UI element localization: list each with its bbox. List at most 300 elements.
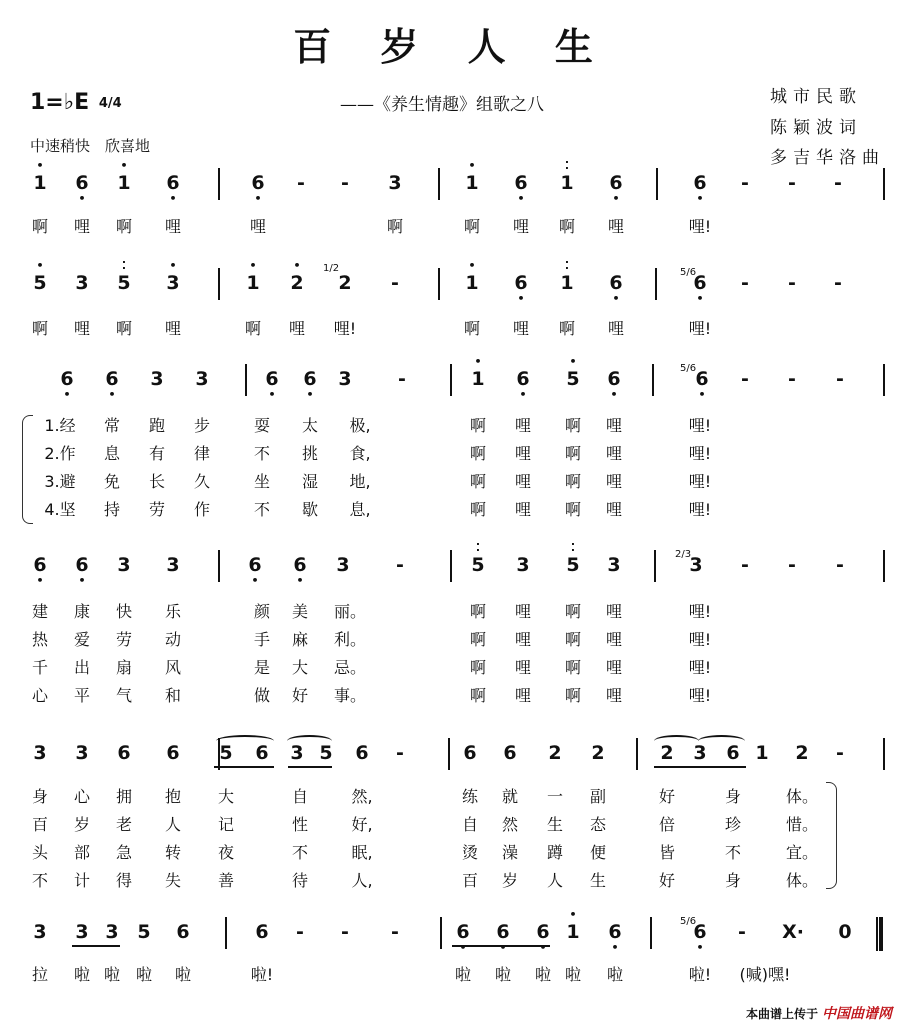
lyric-syllable: 1.经 (44, 416, 76, 435)
lyric-syllable: 好 (658, 871, 676, 890)
barline (438, 168, 440, 200)
lyric-syllable: 有 (148, 444, 166, 463)
barline (883, 738, 885, 770)
note: 3 (33, 921, 47, 943)
lyric-syllable: 啊 (469, 686, 487, 705)
beam-underline (214, 766, 274, 768)
lyric-syllable: 身 (724, 871, 742, 890)
lyric-syllable: 不 (31, 871, 49, 890)
lyric-syllable: 啊 (564, 686, 582, 705)
lyric-syllable: 哩 (514, 416, 532, 435)
lyric-syllable: 快 (115, 602, 133, 621)
lyric-syllable: 不 (724, 843, 742, 862)
lyric-syllable: 烫 (461, 843, 479, 862)
sustain-dash: - (741, 368, 749, 390)
lyric-syllable: 啦 (494, 965, 512, 984)
lyric-syllable: 倍 (658, 815, 676, 834)
lyric-syllable: 啦! (250, 965, 274, 984)
upload-credit: 本曲谱上传于 中国曲谱网 (745, 1006, 892, 1022)
sustain-dash: - (341, 921, 349, 943)
lyric-syllable: 练 (461, 787, 479, 806)
lyric-syllable: 爱 (73, 630, 91, 649)
note: 3 (338, 368, 352, 390)
lyric-syllable: 哩 (514, 602, 532, 621)
lyric-syllable: 4.坚 (44, 500, 76, 519)
sustain-dash: - (788, 554, 796, 576)
lyric-syllable: 哩 (514, 658, 532, 677)
lyric-syllable: 啊 (564, 416, 582, 435)
lyric-syllable: 然, (351, 787, 373, 806)
lyric-syllable: 劳 (115, 630, 133, 649)
lyric-syllable: 澡 (501, 843, 519, 862)
lyric-syllable: 啦 (73, 965, 91, 984)
lyric-syllable: 不 (253, 444, 271, 463)
note: 3 (516, 554, 530, 576)
lyric-syllable: 啊 (469, 500, 487, 519)
lyric-syllable: 美 (291, 602, 309, 621)
lyric-syllable: 哩 (605, 472, 623, 491)
note: 3 (75, 272, 89, 294)
note: 6 (117, 742, 131, 764)
lyric-syllable: 自 (461, 815, 479, 834)
grace-note: 5/6 (680, 916, 697, 927)
note: 3 (33, 742, 47, 764)
lyric-syllable: 啊 (564, 602, 582, 621)
barline (218, 168, 220, 200)
note: 2 (591, 742, 605, 764)
page-title: 百 岁 人 生 (293, 24, 611, 69)
note: 6 • (166, 172, 180, 205)
slur (216, 735, 274, 747)
lyric-syllable: 眠, (351, 843, 373, 862)
lyric-syllable: 跑 (148, 416, 166, 435)
note: 6 • (75, 172, 89, 205)
lyric-syllable: 扇 (115, 658, 133, 677)
lyric-syllable: 哩! (688, 472, 712, 491)
lyric-syllable: 一 (546, 787, 564, 806)
lyric-syllable: 哩! (688, 319, 712, 338)
lyric-syllable: 建 (31, 602, 49, 621)
lyric-syllable: 心 (73, 787, 91, 806)
lyric-syllable: 哩 (605, 602, 623, 621)
sustain-dash: - (836, 368, 844, 390)
lyric-syllable: 记 (217, 815, 235, 834)
lyric-syllable: 哩 (605, 630, 623, 649)
lyric-syllable: 免 (103, 472, 121, 491)
lyric-syllable: 哩! (688, 217, 712, 236)
lyric-syllable: 拉 (31, 965, 49, 984)
note: 6 • (695, 368, 709, 401)
lyric-syllable: 啊 (469, 630, 487, 649)
note: 6 • (293, 554, 307, 587)
barline (440, 917, 442, 949)
lyric-syllable: 得 (115, 871, 133, 890)
note: 6 • (607, 368, 621, 401)
lyric-syllable: 出 (73, 658, 91, 677)
lyric-syllable: 蹲 (546, 843, 564, 862)
lyric-syllable: 是 (253, 658, 271, 677)
lyric-syllable: 啊 (564, 500, 582, 519)
lyric-syllable: 哩! (688, 630, 712, 649)
sustain-dash: - (834, 172, 842, 194)
sustain-dash: - (396, 554, 404, 576)
lyric-syllable: 心 (31, 686, 49, 705)
lyric-syllable: 宜。 (785, 843, 819, 862)
barline (652, 364, 654, 396)
note: 6 • (105, 368, 119, 401)
lyric-syllable: 啊 (564, 630, 582, 649)
lyric-syllable: 律 (193, 444, 211, 463)
sustain-dash: - (741, 172, 749, 194)
sustain-dash: - (296, 921, 304, 943)
lyric-syllable: 千 (31, 658, 49, 677)
lyric-syllable: 哩 (607, 319, 625, 338)
lyric-syllable: 手 (253, 630, 271, 649)
lyric-syllable: 就 (501, 787, 519, 806)
sustain-dash: - (788, 272, 796, 294)
sustain-dash: - (834, 272, 842, 294)
lyric-syllable: 拥 (115, 787, 133, 806)
barline (218, 550, 220, 582)
note: 3 (150, 368, 164, 390)
note: 6 • (609, 272, 623, 305)
lyric-syllable: 哩! (688, 416, 712, 435)
lyric-syllable: 转 (164, 843, 182, 862)
lyric-syllable: 哩 (514, 444, 532, 463)
note: 6 (726, 742, 740, 764)
note: 6 • (496, 921, 510, 954)
sustain-dash: - (398, 368, 406, 390)
lyric-syllable: 热 (31, 630, 49, 649)
note: 6 • (693, 921, 707, 954)
lyric-syllable: 啊 (558, 319, 576, 338)
credit-music: 多吉华洛曲 (770, 148, 885, 168)
note: 3 (75, 921, 89, 943)
lyric-syllable: 哩 (249, 217, 267, 236)
lyric-syllable: 啦 (564, 965, 582, 984)
lyric-syllable: 哩 (607, 217, 625, 236)
barline (883, 168, 885, 200)
lyric-syllable: 啊 (469, 602, 487, 621)
note: 1 • (33, 159, 47, 194)
note: 6 • (514, 272, 528, 305)
lyric-syllable: 长 (148, 472, 166, 491)
lyric-syllable: 啊 (31, 217, 49, 236)
note: 2 (660, 742, 674, 764)
note: 5 ⁚ (566, 541, 580, 576)
note: 5 ⁚ (471, 541, 485, 576)
lyric-syllable: 息, (349, 500, 371, 519)
barline (883, 364, 885, 396)
lyric-syllable: 体。 (785, 871, 819, 890)
note: 6 (503, 742, 517, 764)
note: 1 • (465, 259, 479, 294)
note: 6 (176, 921, 190, 943)
lyric-syllable: 哩 (512, 319, 530, 338)
lyric-syllable: 平 (73, 686, 91, 705)
note: 5 • (566, 355, 580, 390)
lyric-syllable: 啊 (564, 472, 582, 491)
lyric-syllable: 好 (658, 787, 676, 806)
note: 1 • (465, 159, 479, 194)
note: 5 • (33, 259, 47, 294)
lyric-syllable: 体。 (785, 787, 819, 806)
lyric-syllable: 丽。 (333, 602, 367, 621)
lyric-syllable: 哩 (164, 319, 182, 338)
note: 2 (548, 742, 562, 764)
verse-brace-right (826, 782, 837, 889)
lyric-syllable: 哩 (512, 217, 530, 236)
lyric-syllable: 好 (291, 686, 309, 705)
note: 3 (105, 921, 119, 943)
lyric-syllable: 3.避 (44, 472, 76, 491)
lyric-syllable: 副 (589, 787, 607, 806)
barline (245, 364, 247, 396)
note: 6 (255, 921, 269, 943)
lyric-syllable: 啦 (174, 965, 192, 984)
lyric-syllable: 啦 (534, 965, 552, 984)
lyric-syllable: 夜 (217, 843, 235, 862)
lyric-syllable: 哩 (73, 217, 91, 236)
lyric-syllable: 便 (589, 843, 607, 862)
lyric-syllable: 生 (589, 871, 607, 890)
lyric-syllable: 啦! (688, 965, 712, 984)
lyric-syllable: 不 (253, 500, 271, 519)
note: 6 • (609, 172, 623, 205)
grace-note: 2/3 (675, 549, 692, 560)
lyric-syllable: 啊 (115, 319, 133, 338)
lyric-syllable: 食, (349, 444, 371, 463)
note: 3 (75, 742, 89, 764)
lyric-syllable: 哩 (73, 319, 91, 338)
sustain-dash: - (836, 554, 844, 576)
lyric-syllable: 头 (31, 843, 49, 862)
note: 3 (693, 742, 707, 764)
lyric-syllable: 好, (351, 815, 373, 834)
lyric-syllable: 啊 (115, 217, 133, 236)
lyric-syllable: 啊 (564, 444, 582, 463)
lyric-syllable: 大 (291, 658, 309, 677)
lyric-syllable: 动 (164, 630, 182, 649)
lyric-syllable: 哩 (605, 444, 623, 463)
lyric-syllable: 哩! (333, 319, 357, 338)
sustain-dash: - (788, 368, 796, 390)
lyric-syllable: 部 (73, 843, 91, 862)
note: 6 • (536, 921, 550, 954)
lyric-syllable: 风 (164, 658, 182, 677)
slur (698, 735, 745, 747)
lyric-syllable: 啦 (135, 965, 153, 984)
sustain-dash: - (297, 172, 305, 194)
lyric-syllable: 地, (349, 472, 371, 491)
lyric-syllable: 哩 (605, 416, 623, 435)
lyric-syllable: 啦 (103, 965, 121, 984)
tempo-marking: 中速稍快 欣喜地 (30, 137, 151, 155)
lyric-syllable: 性 (291, 815, 309, 834)
lyric-syllable: 惜。 (785, 815, 819, 834)
note: 6 (463, 742, 477, 764)
note: 3 (336, 554, 350, 576)
lyric-syllable: 人, (351, 871, 373, 890)
lyric-syllable: 抱 (164, 787, 182, 806)
lyric-syllable: 歇 (301, 500, 319, 519)
note: 1 (755, 742, 769, 764)
note: 2 (338, 272, 352, 294)
lyric-syllable: 极, (349, 416, 371, 435)
note: X· (782, 921, 804, 943)
lyric-syllable: 啊 (564, 658, 582, 677)
verse-brace-left (22, 415, 33, 524)
lyric-syllable: 哩 (605, 658, 623, 677)
grace-note: 5/6 (680, 363, 697, 374)
lyric-syllable: 百 (461, 871, 479, 890)
note: 1 ⁚ (560, 259, 574, 294)
final-barline (876, 917, 883, 951)
note: 0 (838, 921, 852, 943)
note: 5 (137, 921, 151, 943)
lyric-syllable: 哩 (605, 686, 623, 705)
note: 6 • (248, 554, 262, 587)
note: 6 (166, 742, 180, 764)
beam-underline (72, 945, 120, 947)
lyric-syllable: 利。 (333, 630, 367, 649)
lyric-syllable: 哩! (688, 444, 712, 463)
note: 3 (117, 554, 131, 576)
lyric-syllable: 啊 (31, 319, 49, 338)
lyric-syllable: 哩! (688, 686, 712, 705)
lyric-syllable: 劳 (148, 500, 166, 519)
lyric-syllable: 哩! (688, 658, 712, 677)
lyric-syllable: 哩! (688, 500, 712, 519)
lyric-syllable: 啦 (454, 965, 472, 984)
barline (225, 917, 227, 949)
note: 2 (795, 742, 809, 764)
lyric-syllable: 事。 (333, 686, 367, 705)
credit-lyricist-genre: 城市民歌 (770, 87, 862, 107)
sustain-dash: - (391, 921, 399, 943)
note: 6 • (514, 172, 528, 205)
lyric-syllable: 百 (31, 815, 49, 834)
lyric-syllable: 哩 (288, 319, 306, 338)
note: 5 (319, 742, 333, 764)
note: 5 (219, 742, 233, 764)
lyric-syllable: 久 (193, 472, 211, 491)
note: 6 • (516, 368, 530, 401)
note: 3 (166, 554, 180, 576)
note: 3 (689, 554, 703, 576)
note: 6 (255, 742, 269, 764)
lyric-syllable: 乐 (164, 602, 182, 621)
lyric-syllable: 做 (253, 686, 271, 705)
sustain-dash: - (836, 742, 844, 764)
lyric-syllable: 岁 (73, 815, 91, 834)
barline (656, 168, 658, 200)
lyric-syllable: 失 (164, 871, 182, 890)
lyric-syllable: 康 (73, 602, 91, 621)
lyric-syllable: 步 (193, 416, 211, 435)
lyric-syllable: 计 (73, 871, 91, 890)
note: 2 • (290, 259, 304, 294)
lyric-syllable: 老 (115, 815, 133, 834)
lyric-syllable: 啊 (469, 416, 487, 435)
note: 5 ⁚ (117, 259, 131, 294)
lyric-syllable: 哩 (164, 217, 182, 236)
lyric-syllable: 哩 (514, 686, 532, 705)
lyric-syllable: 哩 (514, 472, 532, 491)
lyric-syllable: 身 (31, 787, 49, 806)
grace-note: 1/2 (323, 263, 340, 274)
note: 1 • (117, 159, 131, 194)
lyric-syllable: 啊 (386, 217, 404, 236)
lyric-syllable: 善 (217, 871, 235, 890)
sustain-dash: - (396, 742, 404, 764)
lyric-syllable: 哩 (605, 500, 623, 519)
note: 6 (355, 742, 369, 764)
lyric-syllable: 颜 (253, 602, 271, 621)
credit-lyrics: 陈颖波词 (770, 118, 862, 138)
barline (654, 550, 656, 582)
lyric-syllable: 人 (164, 815, 182, 834)
note: 6 • (60, 368, 74, 401)
sustain-dash: - (741, 554, 749, 576)
lyric-syllable: 啦 (606, 965, 624, 984)
lyric-syllable: 人 (546, 871, 564, 890)
lyric-syllable: 啊 (463, 319, 481, 338)
lyric-syllable: 和 (164, 686, 182, 705)
lyric-syllable: 挑 (301, 444, 319, 463)
note: 6 • (75, 554, 89, 587)
lyric-syllable: 坐 (253, 472, 271, 491)
note: 6 • (608, 921, 622, 954)
lyric-syllable: 岁 (501, 871, 519, 890)
lyric-syllable: 常 (103, 416, 121, 435)
note: 3 (607, 554, 621, 576)
barline (450, 364, 452, 396)
grace-note: 5/6 (680, 267, 697, 278)
barline (636, 738, 638, 770)
sustain-dash: - (741, 272, 749, 294)
note: 3 (195, 368, 209, 390)
lyric-syllable: 哩 (514, 500, 532, 519)
barline (448, 738, 450, 770)
note: 6 • (303, 368, 317, 401)
lyric-syllable: 啊 (469, 472, 487, 491)
note: 6 • (251, 172, 265, 205)
barline (450, 550, 452, 582)
note: 3 (290, 742, 304, 764)
note: 1 • (566, 908, 580, 943)
lyric-syllable: 湿 (301, 472, 319, 491)
lyric-syllable: 大 (217, 787, 235, 806)
note: 6 • (33, 554, 47, 587)
lyric-syllable: 啊 (463, 217, 481, 236)
note: 6 • (693, 272, 707, 305)
note: 1 • (246, 259, 260, 294)
lyric-syllable: 哩 (514, 630, 532, 649)
note: 6 • (265, 368, 279, 401)
lyric-syllable: 急 (115, 843, 133, 862)
lyric-syllable: (喊)嘿! (739, 965, 791, 984)
time-signature: 4/4 (98, 95, 122, 111)
sustain-dash: - (738, 921, 746, 943)
beam-underline (288, 766, 332, 768)
lyric-syllable: 生 (546, 815, 564, 834)
lyric-syllable: 自 (291, 787, 309, 806)
lyric-syllable: 忌。 (333, 658, 367, 677)
barline (438, 268, 440, 300)
lyric-syllable: 气 (115, 686, 133, 705)
lyric-syllable: 啊 (469, 444, 487, 463)
